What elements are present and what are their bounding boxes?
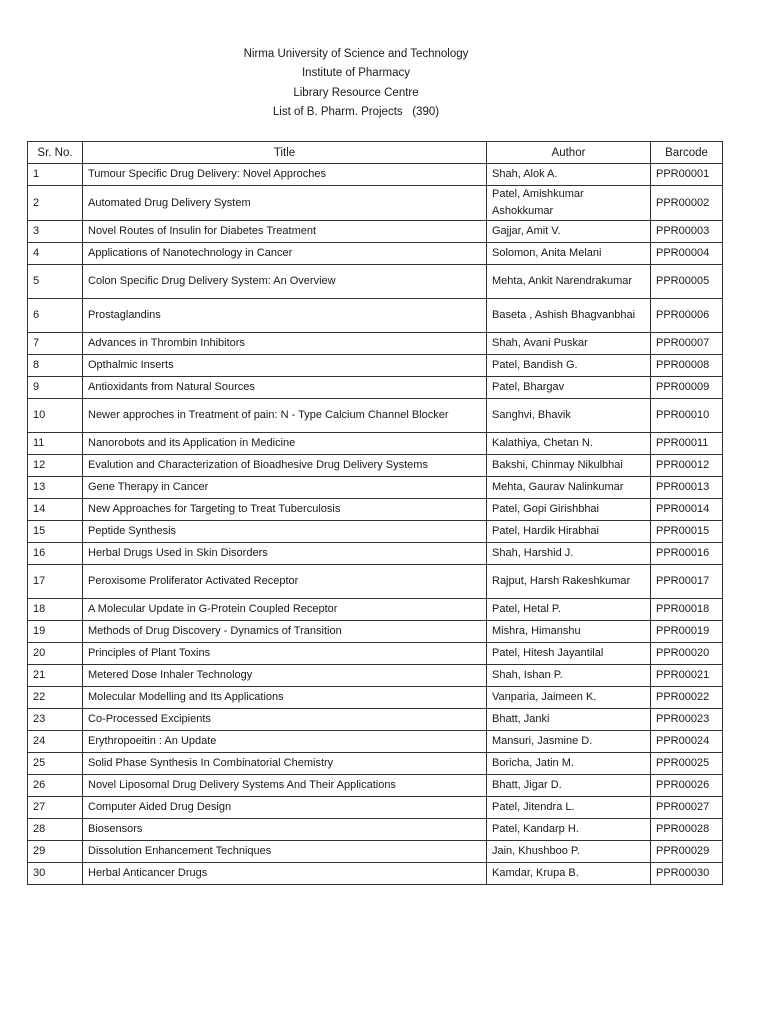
table-row [28, 863, 723, 885]
cell-barcode: PPR00026 [651, 775, 723, 797]
cell-author: Gajjar, Amit V. [487, 221, 651, 243]
cell-sr-no: 17 [28, 565, 83, 599]
cell-barcode: PPR00021 [651, 665, 723, 687]
cell-author: Solomon, Anita Melani [487, 243, 651, 265]
table-row [28, 709, 723, 731]
cell-barcode: PPR00002 [651, 186, 723, 221]
cell-title: Molecular Modelling and Its Applications [83, 687, 487, 709]
table-row [28, 377, 723, 399]
cell-author: Mansuri, Jasmine D. [487, 731, 651, 753]
cell-sr-no: 25 [28, 753, 83, 775]
cell-barcode: PPR00024 [651, 731, 723, 753]
cell-sr-no: 26 [28, 775, 83, 797]
cell-author: Mishra, Himanshu [487, 621, 651, 643]
table-row [28, 775, 723, 797]
cell-title: Evalution and Characterization of Bioadhesive Drug Delivery Systems [83, 455, 487, 477]
cell-sr-no: 21 [28, 665, 83, 687]
cell-barcode: PPR00018 [651, 599, 723, 621]
cell-author: Boricha, Jatin M. [487, 753, 651, 775]
cell-title: New Approaches for Targeting to Treat Tuberculosis [83, 499, 487, 521]
cell-sr-no: 27 [28, 797, 83, 819]
cell-barcode: PPR00001 [651, 164, 723, 186]
cell-author: Baseta , Ashish Bhagvanbhai [487, 299, 651, 333]
cell-sr-no: 28 [28, 819, 83, 841]
cell-barcode: PPR00003 [651, 221, 723, 243]
cell-author: Patel, Jitendra L. [487, 797, 651, 819]
cell-barcode: PPR00012 [651, 455, 723, 477]
cell-sr-no: 1 [28, 164, 83, 186]
cell-barcode: PPR00013 [651, 477, 723, 499]
cell-title: Nanorobots and its Application in Medicine [83, 433, 487, 455]
table-header-row [28, 142, 723, 164]
table-row [28, 621, 723, 643]
cell-barcode: PPR00007 [651, 333, 723, 355]
cell-title: Peroxisome Proliferator Activated Receptor [83, 565, 487, 599]
cell-title: Peptide Synthesis [83, 521, 487, 543]
cell-title: Advances in Thrombin Inhibitors [83, 333, 487, 355]
university-name: Nirma University of Science and Technology [243, 48, 469, 60]
column-header-sr-no: Sr. No. [28, 142, 83, 164]
projects-table [27, 141, 723, 885]
table-row [28, 186, 723, 221]
cell-sr-no: 5 [28, 265, 83, 299]
cell-sr-no: 2 [28, 186, 83, 221]
cell-sr-no: 20 [28, 643, 83, 665]
cell-sr-no: 16 [28, 543, 83, 565]
cell-sr-no: 6 [28, 299, 83, 333]
cell-barcode: PPR00014 [651, 499, 723, 521]
table-row [28, 355, 723, 377]
cell-title: Tumour Specific Drug Delivery: Novel Approches [83, 164, 487, 186]
cell-author: Jain, Khushboo P. [487, 841, 651, 863]
cell-title: Erythropoeitin : An Update [83, 731, 487, 753]
cell-sr-no: 9 [28, 377, 83, 399]
cell-author: Bhatt, Jigar D. [487, 775, 651, 797]
cell-title: Colon Specific Drug Delivery System: An Overview [83, 265, 487, 299]
cell-title: Dissolution Enhancement Techniques [83, 841, 487, 863]
table-row [28, 477, 723, 499]
cell-title: Opthalmic Inserts [83, 355, 487, 377]
cell-author: Shah, Harshid J. [487, 543, 651, 565]
cell-barcode: PPR00019 [651, 621, 723, 643]
cell-sr-no: 29 [28, 841, 83, 863]
cell-author: Rajput, Harsh Rakeshkumar [487, 565, 651, 599]
cell-title: Prostaglandins [83, 299, 487, 333]
table-row [28, 753, 723, 775]
cell-author: Kalathiya, Chetan N. [487, 433, 651, 455]
cell-title: Computer Aided Drug Design [83, 797, 487, 819]
cell-author: Shah, Alok A. [487, 164, 651, 186]
table-row [28, 164, 723, 186]
cell-sr-no: 24 [28, 731, 83, 753]
cell-sr-no: 3 [28, 221, 83, 243]
cell-author: Patel, Hitesh Jayantilal [487, 643, 651, 665]
cell-title: A Molecular Update in G-Protein Coupled Receptor [83, 599, 487, 621]
cell-barcode: PPR00009 [651, 377, 723, 399]
table-row [28, 841, 723, 863]
cell-author: Shah, Avani Puskar [487, 333, 651, 355]
cell-barcode: PPR00008 [651, 355, 723, 377]
table-row [28, 243, 723, 265]
cell-barcode: PPR00011 [651, 433, 723, 455]
cell-barcode: PPR00006 [651, 299, 723, 333]
cell-sr-no: 14 [28, 499, 83, 521]
cell-author: Patel, Gopi Girishbhai [487, 499, 651, 521]
table-row [28, 565, 723, 599]
table-body [28, 164, 723, 885]
cell-barcode: PPR00015 [651, 521, 723, 543]
document-header [0, 45, 712, 122]
cell-sr-no: 15 [28, 521, 83, 543]
cell-title: Co-Processed Excipients [83, 709, 487, 731]
table-row [28, 333, 723, 355]
cell-barcode: PPR00020 [651, 643, 723, 665]
cell-title: Herbal Drugs Used in Skin Disorders [83, 543, 487, 565]
cell-barcode: PPR00010 [651, 399, 723, 433]
cell-author: Shah, Ishan P. [487, 665, 651, 687]
cell-author: Sanghvi, Bhavik [487, 399, 651, 433]
cell-sr-no: 19 [28, 621, 83, 643]
cell-barcode: PPR00029 [651, 841, 723, 863]
cell-title: Methods of Drug Discovery - Dynamics of Transition [83, 621, 487, 643]
cell-author: Patel, Bhargav [487, 377, 651, 399]
cell-title: Herbal Anticancer Drugs [83, 863, 487, 885]
cell-author: Patel, Amishkumar Ashokkumar [487, 186, 651, 221]
institute-name: Institute of Pharmacy [301, 67, 411, 80]
column-header-barcode: Barcode [651, 142, 723, 164]
library-name: Library Resource Centre [293, 86, 419, 99]
list-title: List of B. Pharm. Projects (390) [272, 105, 440, 118]
table-row [28, 221, 723, 243]
cell-sr-no: 23 [28, 709, 83, 731]
cell-title: Newer approches in Treatment of pain: N - Type Calcium Channel Blocker [83, 399, 487, 433]
table-row [28, 499, 723, 521]
cell-sr-no: 11 [28, 433, 83, 455]
table-row [28, 797, 723, 819]
cell-barcode: PPR00005 [651, 265, 723, 299]
cell-sr-no: 22 [28, 687, 83, 709]
cell-sr-no: 18 [28, 599, 83, 621]
table-row [28, 521, 723, 543]
cell-sr-no: 10 [28, 399, 83, 433]
cell-author: Patel, Hetal P. [487, 599, 651, 621]
cell-title: Principles of Plant Toxins [83, 643, 487, 665]
table-row [28, 433, 723, 455]
cell-title: Antioxidants from Natural Sources [83, 377, 487, 399]
cell-barcode: PPR00030 [651, 863, 723, 885]
table-row [28, 265, 723, 299]
cell-title: Biosensors [83, 819, 487, 841]
cell-barcode: PPR00023 [651, 709, 723, 731]
cell-barcode: PPR00016 [651, 543, 723, 565]
cell-author: Mehta, Ankit Narendrakumar [487, 265, 651, 299]
cell-author: Patel, Bandish G. [487, 355, 651, 377]
cell-title: Novel Routes of Insulin for Diabetes Treatment [83, 221, 487, 243]
cell-author: Kamdar, Krupa B. [487, 863, 651, 885]
cell-title: Automated Drug Delivery System [83, 186, 487, 221]
cell-author: Bakshi, Chinmay Nikulbhai [487, 455, 651, 477]
cell-author: Mehta, Gaurav Nalinkumar [487, 477, 651, 499]
table-row [28, 665, 723, 687]
cell-sr-no: 8 [28, 355, 83, 377]
cell-title: Novel Liposomal Drug Delivery Systems And Their Applications [83, 775, 487, 797]
cell-sr-no: 4 [28, 243, 83, 265]
table-row [28, 643, 723, 665]
cell-sr-no: 7 [28, 333, 83, 355]
cell-barcode: PPR00028 [651, 819, 723, 841]
cell-author: Patel, Kandarp H. [487, 819, 651, 841]
cell-barcode: PPR00027 [651, 797, 723, 819]
table-row [28, 731, 723, 753]
cell-title: Applications of Nanotechnology in Cancer [83, 243, 487, 265]
table-row [28, 455, 723, 477]
table-row [28, 599, 723, 621]
cell-barcode: PPR00025 [651, 753, 723, 775]
table-row [28, 399, 723, 433]
cell-title: Metered Dose Inhaler Technology [83, 665, 487, 687]
cell-barcode: PPR00017 [651, 565, 723, 599]
column-header-title: Title [83, 142, 487, 164]
cell-sr-no: 30 [28, 863, 83, 885]
column-header-author: Author [487, 142, 651, 164]
cell-sr-no: 13 [28, 477, 83, 499]
cell-author: Vanparia, Jaimeen K. [487, 687, 651, 709]
cell-title: Gene Therapy in Cancer [83, 477, 487, 499]
cell-barcode: PPR00022 [651, 687, 723, 709]
table-row [28, 299, 723, 333]
table-row [28, 543, 723, 565]
cell-author: Patel, Hardik Hirabhai [487, 521, 651, 543]
table-row [28, 687, 723, 709]
cell-sr-no: 12 [28, 455, 83, 477]
cell-title: Solid Phase Synthesis In Combinatorial Chemistry [83, 753, 487, 775]
cell-author: Bhatt, Janki [487, 709, 651, 731]
cell-barcode: PPR00004 [651, 243, 723, 265]
table-row [28, 819, 723, 841]
